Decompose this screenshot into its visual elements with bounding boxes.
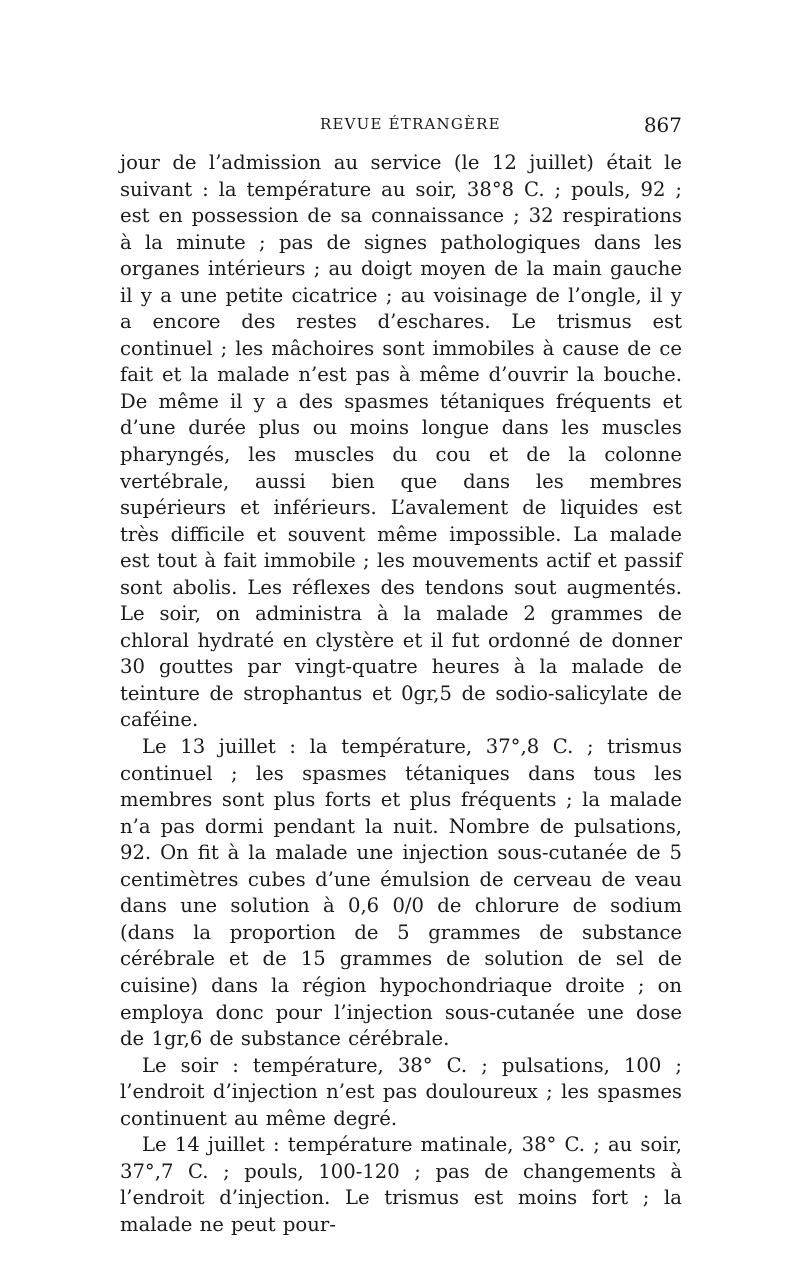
running-head — [120, 113, 682, 137]
body-text — [120, 150, 682, 1238]
paragraph-13-juillet: Le 13 juillet : la température, 37°,8 C. ; trismus continuel ; les spasmes tétaniques dans tous les membres sont plus forts et plus fréquents ; la malade n’a pas dormi pendant la nuit. Nombre de pulsations, 92. On fit à la malade une injection sous-cutanée de 5 centimètres cubes d’une émulsion de cerveau de veau dans une solution à 0,6 0/0 de chlorure de sodium (dans la proportion de 5 grammes de substance cérébrale et de 15 grammes de solution de sel de cuisine) dans la région hypochondriaque droite ; on employa donc pour l’injection sous-cutanée une dose de 1gr,6 de substance cérébrale. — [120, 735, 682, 1051]
page-number: 867 — [643, 113, 682, 137]
paragraph-continuation: jour de l’admission au service (le 12 juillet) était le suivant : la température au soir, 38°8 C. ; pouls, 92 ; est en possession de sa connaissance ; 32 respirations à la minute ; pas de signes pathologiques dans les organes intérieurs ; au doigt moyen de la main gauche il y a une petite cicatrice ; au voisinage de l’ongle, il y a encore des restes d’eschares. Le trismus est continuel ; les mâchoires sont immobiles à cause de ce fait et la malade n’est pas à même d’ouvrir la bouche. De même il y a des spasmes tétaniques fréquents et d’une durée plus ou moins longue dans les muscles pharyngés, les muscles du cou et de la colonne vertébrale, aussi bien que dans les membres supérieurs et inférieurs. L’avalement de liquides est très difficile et souvent même impossible. La malade est tout à fait immobile ; les mouvements actif et passif sont abolis. Les réflexes des tendons sout augmentés. Le soir, on administra à la malade 2 grammes de chloral hydraté en clystère et il fut ordonné de donner 30 gouttes par vingt-quatre heures à la malade de teinture de strophantus et 0gr,5 de sodio-salicylate de caféine. — [120, 151, 682, 732]
paragraph-14-juillet: Le 14 juillet : température matinale, 38° C. ; au soir, 37°,7 C. ; pouls, 100-120 ; pas de changements à l’endroit d’injection. Le trismus est moins fort ; la malade ne peut pour- — [120, 1133, 682, 1236]
running-title: REVUE ÉTRANGÈRE — [320, 115, 501, 133]
paragraph-le-soir: Le soir : température, 38° C. ; pulsations, 100 ; l’endroit d’injection n’est pas douloureux ; les spasmes continuent au même degré. — [120, 1053, 682, 1130]
